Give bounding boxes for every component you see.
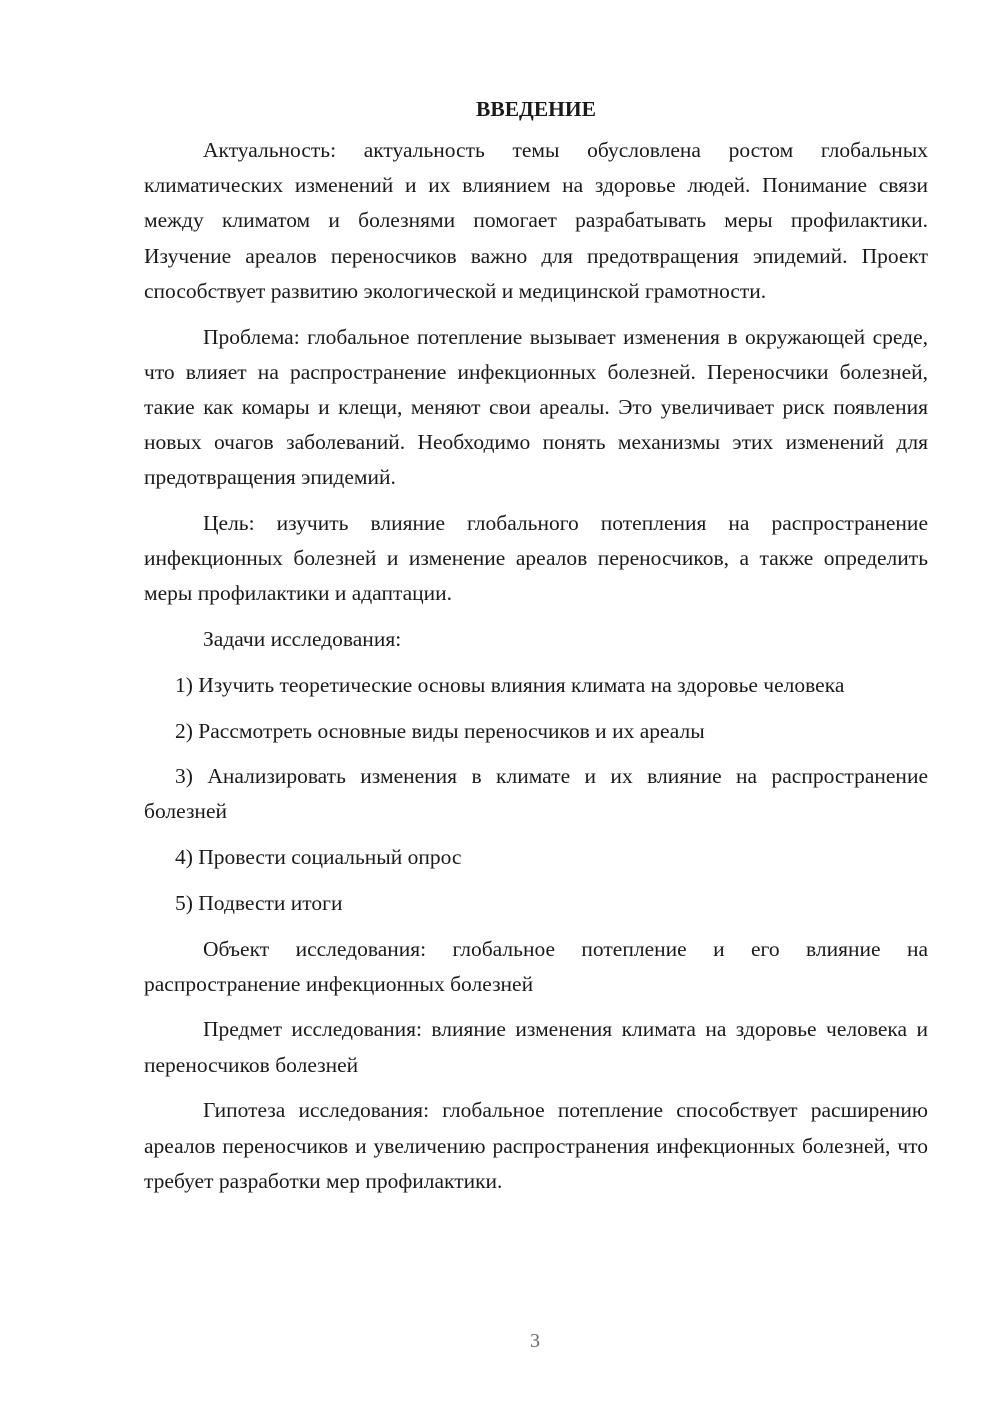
- subject-paragraph: Предмет исследования: влияние изменения климата на здоровье человека и переносчиков болезней: [144, 1017, 928, 1077]
- object-paragraph: Объект исследования: глобальное потепление и его влияние на распространение инфекционных болезней: [144, 936, 928, 996]
- task-item: 5) Подвести итоги: [175, 890, 343, 915]
- task-item: 4) Провести социальный опрос: [175, 845, 462, 870]
- tasks-title: Задачи исследования:: [203, 627, 402, 652]
- task-item: 2) Рассмотреть основные виды переносчиков и их ареалы: [175, 718, 705, 743]
- relevance-paragraph: Актуальность: актуальность темы обусловлена ростом глобальных климатических изменений и их влиянием на здоровье людей. Понимание связи между климатом и болезнями помогает разрабатывать меры профилактики. Изучение ареалов переносчиков важно для предотвращения эпидемий. Проект способствует развитию экологической и медицинской грамотности.: [144, 138, 928, 303]
- problem-paragraph: Проблема: глобальное потепление вызывает изменения в окружающей среде, что влияет на распространение инфекционных болезней. Переносчики болезней, такие как комары и клещи, меняют свои ареалы. Это увеличивает риск появления новых очагов заболеваний. Необходимо понять механизмы этих изменений для предотвращения эпидемий.: [144, 324, 928, 490]
- section-heading: ВВЕДЕНИЕ: [476, 97, 596, 121]
- goal-paragraph: Цель: изучить влияние глобального потепления на распространение инфекционных болезней и изменение ареалов переносчиков, а также определить меры профилактики и адаптации.: [144, 511, 928, 606]
- task-item: 1) Изучить теоретические основы влияния климата на здоровье человека: [175, 672, 845, 697]
- document-page: [144, 92, 928, 1209]
- page-number: 3: [530, 1330, 540, 1352]
- hypothesis-paragraph: Гипотеза исследования: глобальное потепление способствует расширению ареалов переносчиков и увеличению распространения инфекционных болезней, что требует разработки мер профилактики.: [144, 1098, 928, 1193]
- task-item: 3) Анализировать изменения в климате и их влияние на распространение болезней: [144, 764, 928, 824]
